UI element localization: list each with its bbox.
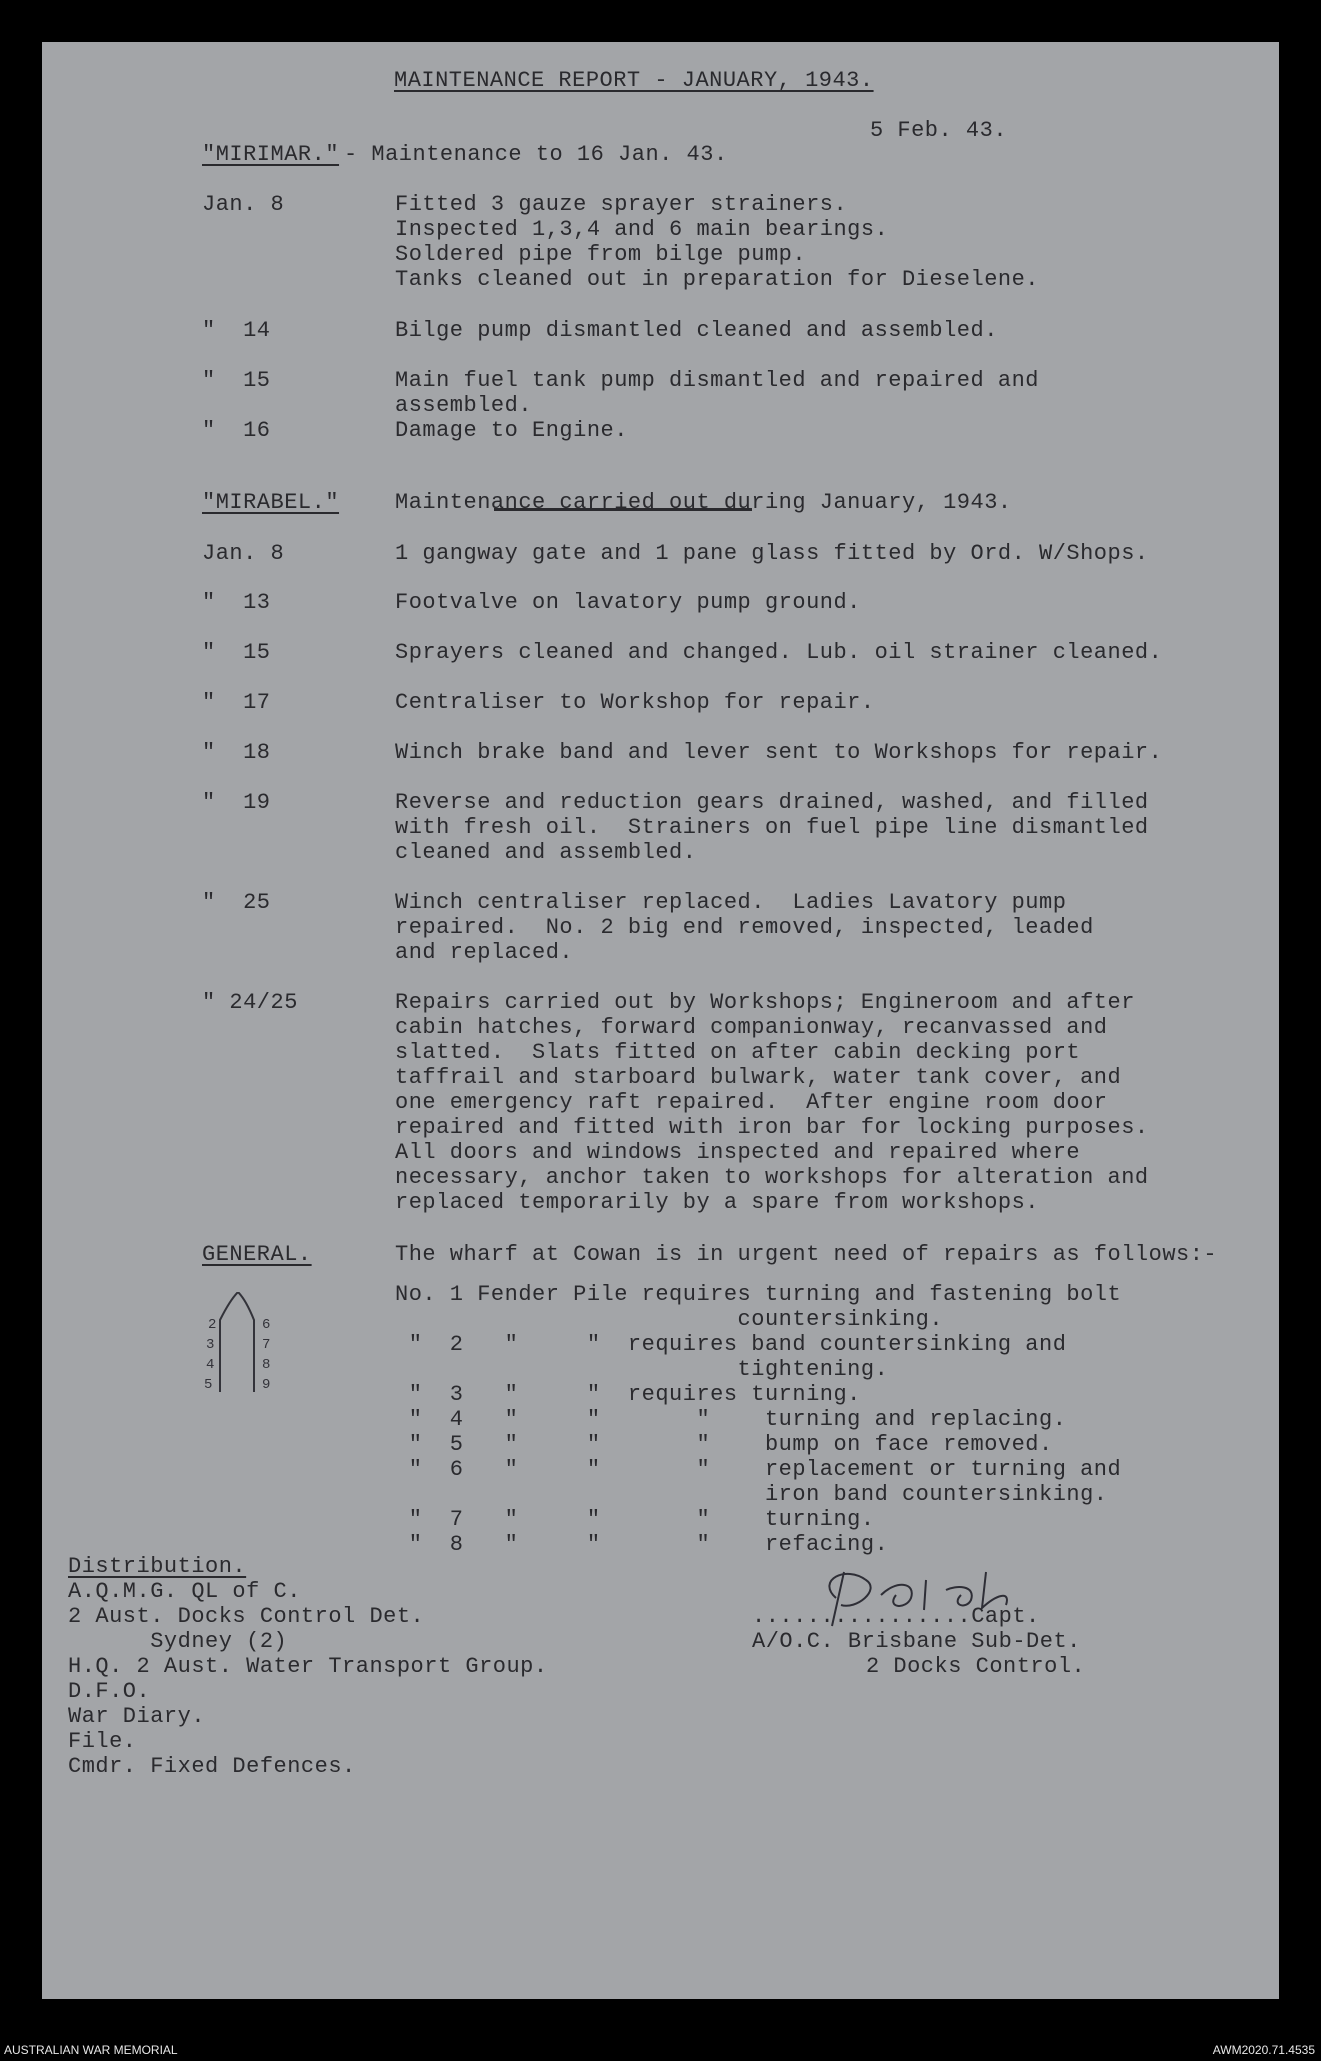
- mirabel-heading: Maintenance carried out during January, 1943.: [395, 490, 1012, 515]
- pile-line: " 2 " " requires band countersinking and: [395, 1332, 1067, 1357]
- sketch-number: 6: [262, 1317, 271, 1333]
- entry-line: Sprayers cleaned and changed. Lub. oil strainer cleaned.: [395, 640, 1163, 665]
- pile-line: " 3 " " requires turning.: [395, 1382, 861, 1407]
- entry-date: " 25: [202, 890, 271, 915]
- entry-line: necessary, anchor taken to workshops for alteration and: [395, 1165, 1149, 1190]
- sketch-number: 2: [208, 1317, 217, 1333]
- mirabel-name: "MIRABEL.": [202, 490, 340, 515]
- entry-line: Centraliser to Workshop for repair.: [395, 690, 875, 715]
- entry-date: " 18: [202, 740, 271, 765]
- pile-sketch: [192, 1292, 282, 1402]
- pile-line: tightening.: [395, 1357, 889, 1382]
- distribution-line: Sydney (2): [68, 1629, 288, 1654]
- pile-line: iron band countersinking.: [395, 1482, 1108, 1507]
- entry-line: with fresh oil. Strainers on fuel pipe line dismantled: [395, 815, 1149, 840]
- entry-line: cabin hatches, forward companionway, recanvassed and: [395, 1015, 1108, 1040]
- entry-date: " 14: [202, 318, 271, 343]
- sketch-number: 8: [262, 1357, 271, 1373]
- entry-date: " 17: [202, 690, 271, 715]
- distribution-line: 2 Aust. Docks Control Det.: [68, 1604, 425, 1629]
- footer-institution: AUSTRALIAN WAR MEMORIAL: [4, 2043, 178, 2057]
- entry-date: Jan. 8: [202, 541, 285, 566]
- report-title: MAINTENANCE REPORT - JANUARY, 1943.: [394, 68, 874, 93]
- sketch-number: 7: [262, 1337, 271, 1353]
- signature-rank: ................Capt.: [752, 1604, 1040, 1629]
- pile-line: " 7 " " " turning.: [395, 1507, 875, 1532]
- entry-line: Winch brake band and lever sent to Workshops for repair.: [395, 740, 1163, 765]
- pile-line: No. 1 Fender Pile requires turning and fastening bolt: [395, 1282, 1122, 1307]
- entry-date: " 13: [202, 590, 271, 615]
- pile-sketch-outline: [220, 1292, 254, 1392]
- entry-line: Repairs carried out by Workshops; Engineroom and after: [395, 990, 1135, 1015]
- mirimar-name: "MIRIMAR.": [202, 142, 340, 167]
- footer-accession: AWM2020.71.4535: [1212, 2043, 1315, 2057]
- entry-line: Reverse and reduction gears drained, washed, and filled: [395, 790, 1149, 815]
- entry-line: Bilge pump dismantled cleaned and assembled.: [395, 318, 998, 343]
- sketch-number: 9: [262, 1377, 271, 1393]
- entry-date: " 24/25: [202, 990, 298, 1015]
- entry-line: Main fuel tank pump dismantled and repaired and: [395, 368, 1040, 393]
- signature-role: A/O.C. Brisbane Sub-Det.: [752, 1629, 1081, 1654]
- sketch-number: 5: [204, 1377, 213, 1393]
- entry-date: Jan. 8: [202, 192, 285, 217]
- general-intro: The wharf at Cowan is in urgent need of repairs as follows:-: [395, 1242, 1218, 1267]
- report-date: 5 Feb. 43.: [870, 118, 1008, 143]
- entry-line: All doors and windows inspected and repaired where: [395, 1140, 1081, 1165]
- pile-line: " 5 " " " bump on face removed.: [395, 1432, 1053, 1457]
- entry-line: Fitted 3 gauze sprayer strainers.: [395, 192, 848, 217]
- entry-line: slatted. Slats fitted on after cabin decking port: [395, 1040, 1081, 1065]
- sketch-number: 3: [206, 1337, 215, 1353]
- mirimar-heading: - Maintenance to 16 Jan. 43.: [344, 142, 728, 167]
- entry-line: Soldered pipe from bilge pump.: [395, 242, 807, 267]
- distribution-line: War Diary.: [68, 1704, 206, 1729]
- pile-line: " 8 " " " refacing.: [395, 1532, 889, 1557]
- entry-line: repaired and fitted with iron bar for locking purposes.: [395, 1115, 1149, 1140]
- entry-line: cleaned and assembled.: [395, 840, 697, 865]
- entry-date: " 19: [202, 790, 271, 815]
- entry-line: Inspected 1,3,4 and 6 main bearings.: [395, 217, 889, 242]
- sketch-number: 4: [206, 1357, 215, 1373]
- pile-line: countersinking.: [395, 1307, 944, 1332]
- entry-line: Tanks cleaned out in preparation for Dieselene.: [395, 267, 1040, 292]
- pile-line: " 4 " " " turning and replacing.: [395, 1407, 1067, 1432]
- distribution-line: File.: [68, 1729, 137, 1754]
- entry-line: Winch centraliser replaced. Ladies Lavatory pump: [395, 890, 1067, 915]
- distribution-line: A.Q.M.G. QL of C.: [68, 1579, 301, 1604]
- entry-date: " 16: [202, 418, 271, 443]
- distribution-line: Cmdr. Fixed Defences.: [68, 1754, 356, 1779]
- distribution-line: D.F.O.: [68, 1679, 151, 1704]
- entry-line: Damage to Engine.: [395, 418, 628, 443]
- entry-date: " 15: [202, 640, 271, 665]
- entry-line: repaired. No. 2 big end removed, inspected, leaded: [395, 915, 1094, 940]
- entry-line: Footvalve on lavatory pump ground.: [395, 590, 861, 615]
- distribution-line: H.Q. 2 Aust. Water Transport Group.: [68, 1654, 548, 1679]
- document-page: [42, 42, 1279, 1999]
- distribution-heading: Distribution.: [68, 1554, 247, 1579]
- entry-line: 1 gangway gate and 1 pane glass fitted by Ord. W/Shops.: [395, 541, 1149, 566]
- entry-line: and replaced.: [395, 940, 574, 965]
- pile-line: " 6 " " " replacement or turning and: [395, 1457, 1122, 1482]
- entry-line: one emergency raft repaired. After engine room door: [395, 1090, 1108, 1115]
- general-label: GENERAL.: [202, 1242, 312, 1267]
- entry-line: taffrail and starboard bulwark, water tank cover, and: [395, 1065, 1122, 1090]
- entry-date: " 15: [202, 368, 271, 393]
- entry-line: replaced temporarily by a spare from workshops.: [395, 1190, 1040, 1215]
- signature-unit: 2 Docks Control.: [866, 1654, 1086, 1679]
- entry-line: assembled.: [395, 393, 533, 418]
